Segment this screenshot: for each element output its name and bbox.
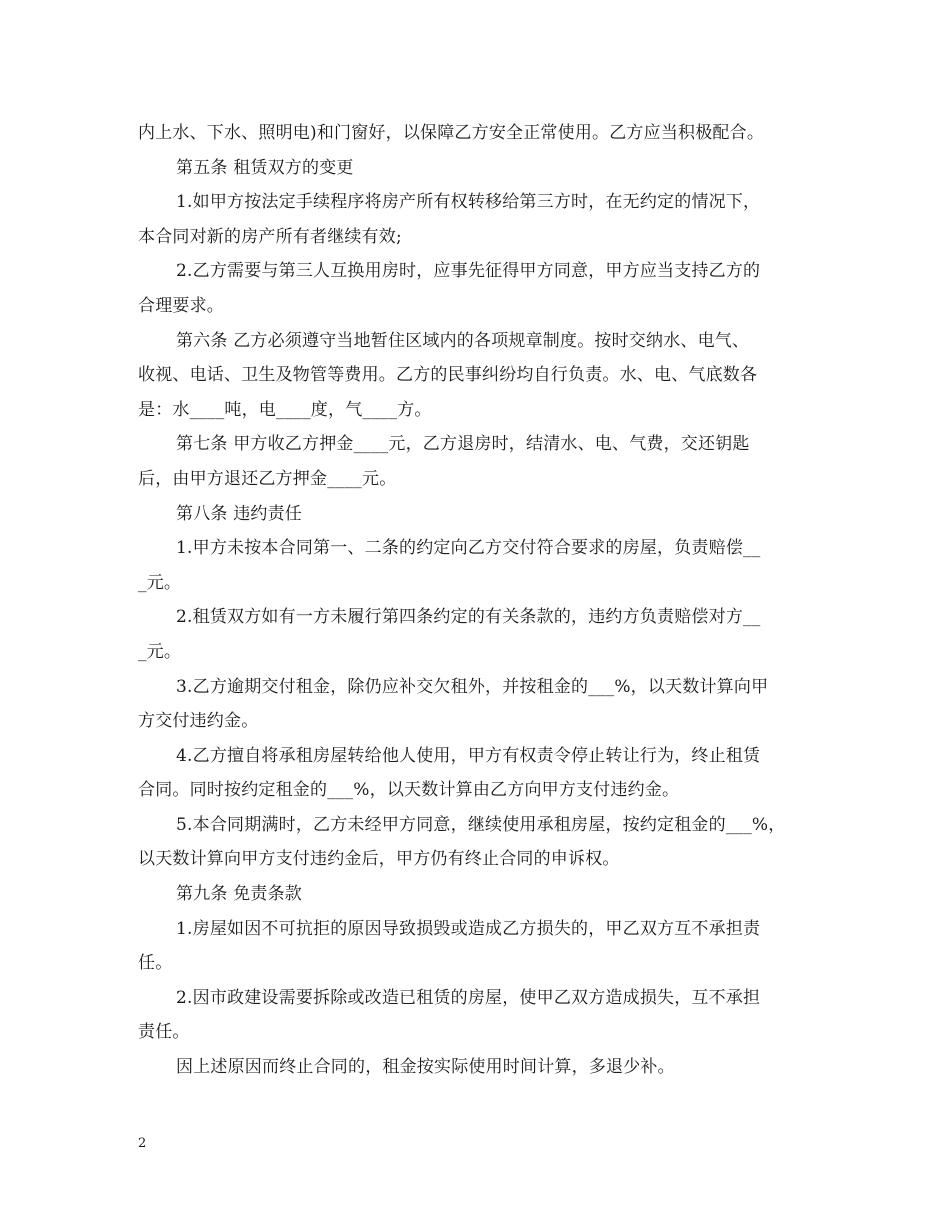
- text-line: 合同。同时按约定租金的___%，以天数计算由乙方向甲方支付违约金。: [138, 780, 680, 801]
- text-line: 2.乙方需要与第三人互换用房时，应事先征得甲方同意，甲方应当支持乙方的: [176, 261, 761, 282]
- article-heading: 第五条 租赁双方的变更: [176, 157, 354, 178]
- text-line: 1.甲方未按本合同第一、二条的约定向乙方交付符合要求的房屋，负责赔偿__: [176, 538, 761, 559]
- text-line: 以天数计算向甲方支付违约金后，甲方仍有终止合同的申诉权。: [138, 849, 620, 870]
- text-line: 本合同对新的房产所有者继续有效;: [138, 226, 402, 247]
- text-line: 2.租赁双方如有一方未履行第四条约定的有关条款的，违约方负责赔偿对方__: [176, 607, 761, 628]
- text-line: 3.乙方逾期交付租金，除仍应补交欠租外，并按租金的___%，以天数计算向甲: [176, 676, 769, 697]
- text-line: 收视、电话、卫生及物管等费用。乙方的民事纠纷均自行负责。水、电、气底数各: [138, 365, 758, 386]
- text-line: 5.本合同期满时，乙方未经甲方同意，继续使用承租房屋，按约定租金的___%，: [176, 814, 786, 835]
- text-line: 内上水、下水、照明电)和门窗好，以保障乙方安全正常使用。乙方应当积极配合。: [138, 123, 765, 143]
- text-line: 2.因市政建设需要拆除或改造已租赁的房屋，使甲乙双方造成损失，互不承担: [176, 987, 761, 1008]
- text-line: 4.乙方擅自将承租房屋转给他人使用，甲方有权责令停止转让行为，终止租赁: [176, 745, 761, 766]
- text-line: 合理要求。: [138, 295, 224, 316]
- text-line: _元。: [138, 572, 182, 593]
- page-number: 2: [138, 1136, 147, 1151]
- text-line: 1.房屋如因不可抗拒的原因导致损毁或造成乙方损失的，甲乙双方互不承担责: [176, 918, 761, 939]
- document-body: [138, 116, 818, 1085]
- text-line: 因上述原因而终止合同的，租金按实际使用时间计算，多退少补。: [176, 1057, 675, 1078]
- text-line: 第七条 甲方收乙方押金____元，乙方退房时，结清水、电、气费，交还钥匙: [176, 434, 750, 455]
- article-heading: 第九条 免责条款: [176, 884, 303, 905]
- text-line: 方交付违约金。: [138, 711, 259, 732]
- article-heading: 第八条 违约责任: [176, 503, 303, 524]
- text-line: 任。: [138, 953, 173, 974]
- text-line: 第六条 乙方必须遵守当地暂住区域内的各项规章制度。按时交纳水、电气、: [176, 330, 750, 351]
- text-line: _元。: [138, 641, 182, 662]
- text-line: 1.如甲方按法定手续程序将房产所有权转移给第三方时，在无约定的情况下，: [176, 192, 761, 213]
- text-line: 责任。: [138, 1022, 190, 1043]
- text-line: 后，由甲方退还乙方押金____元。: [138, 468, 397, 489]
- text-line: 是：水____吨，电____度，气____方。: [138, 399, 432, 420]
